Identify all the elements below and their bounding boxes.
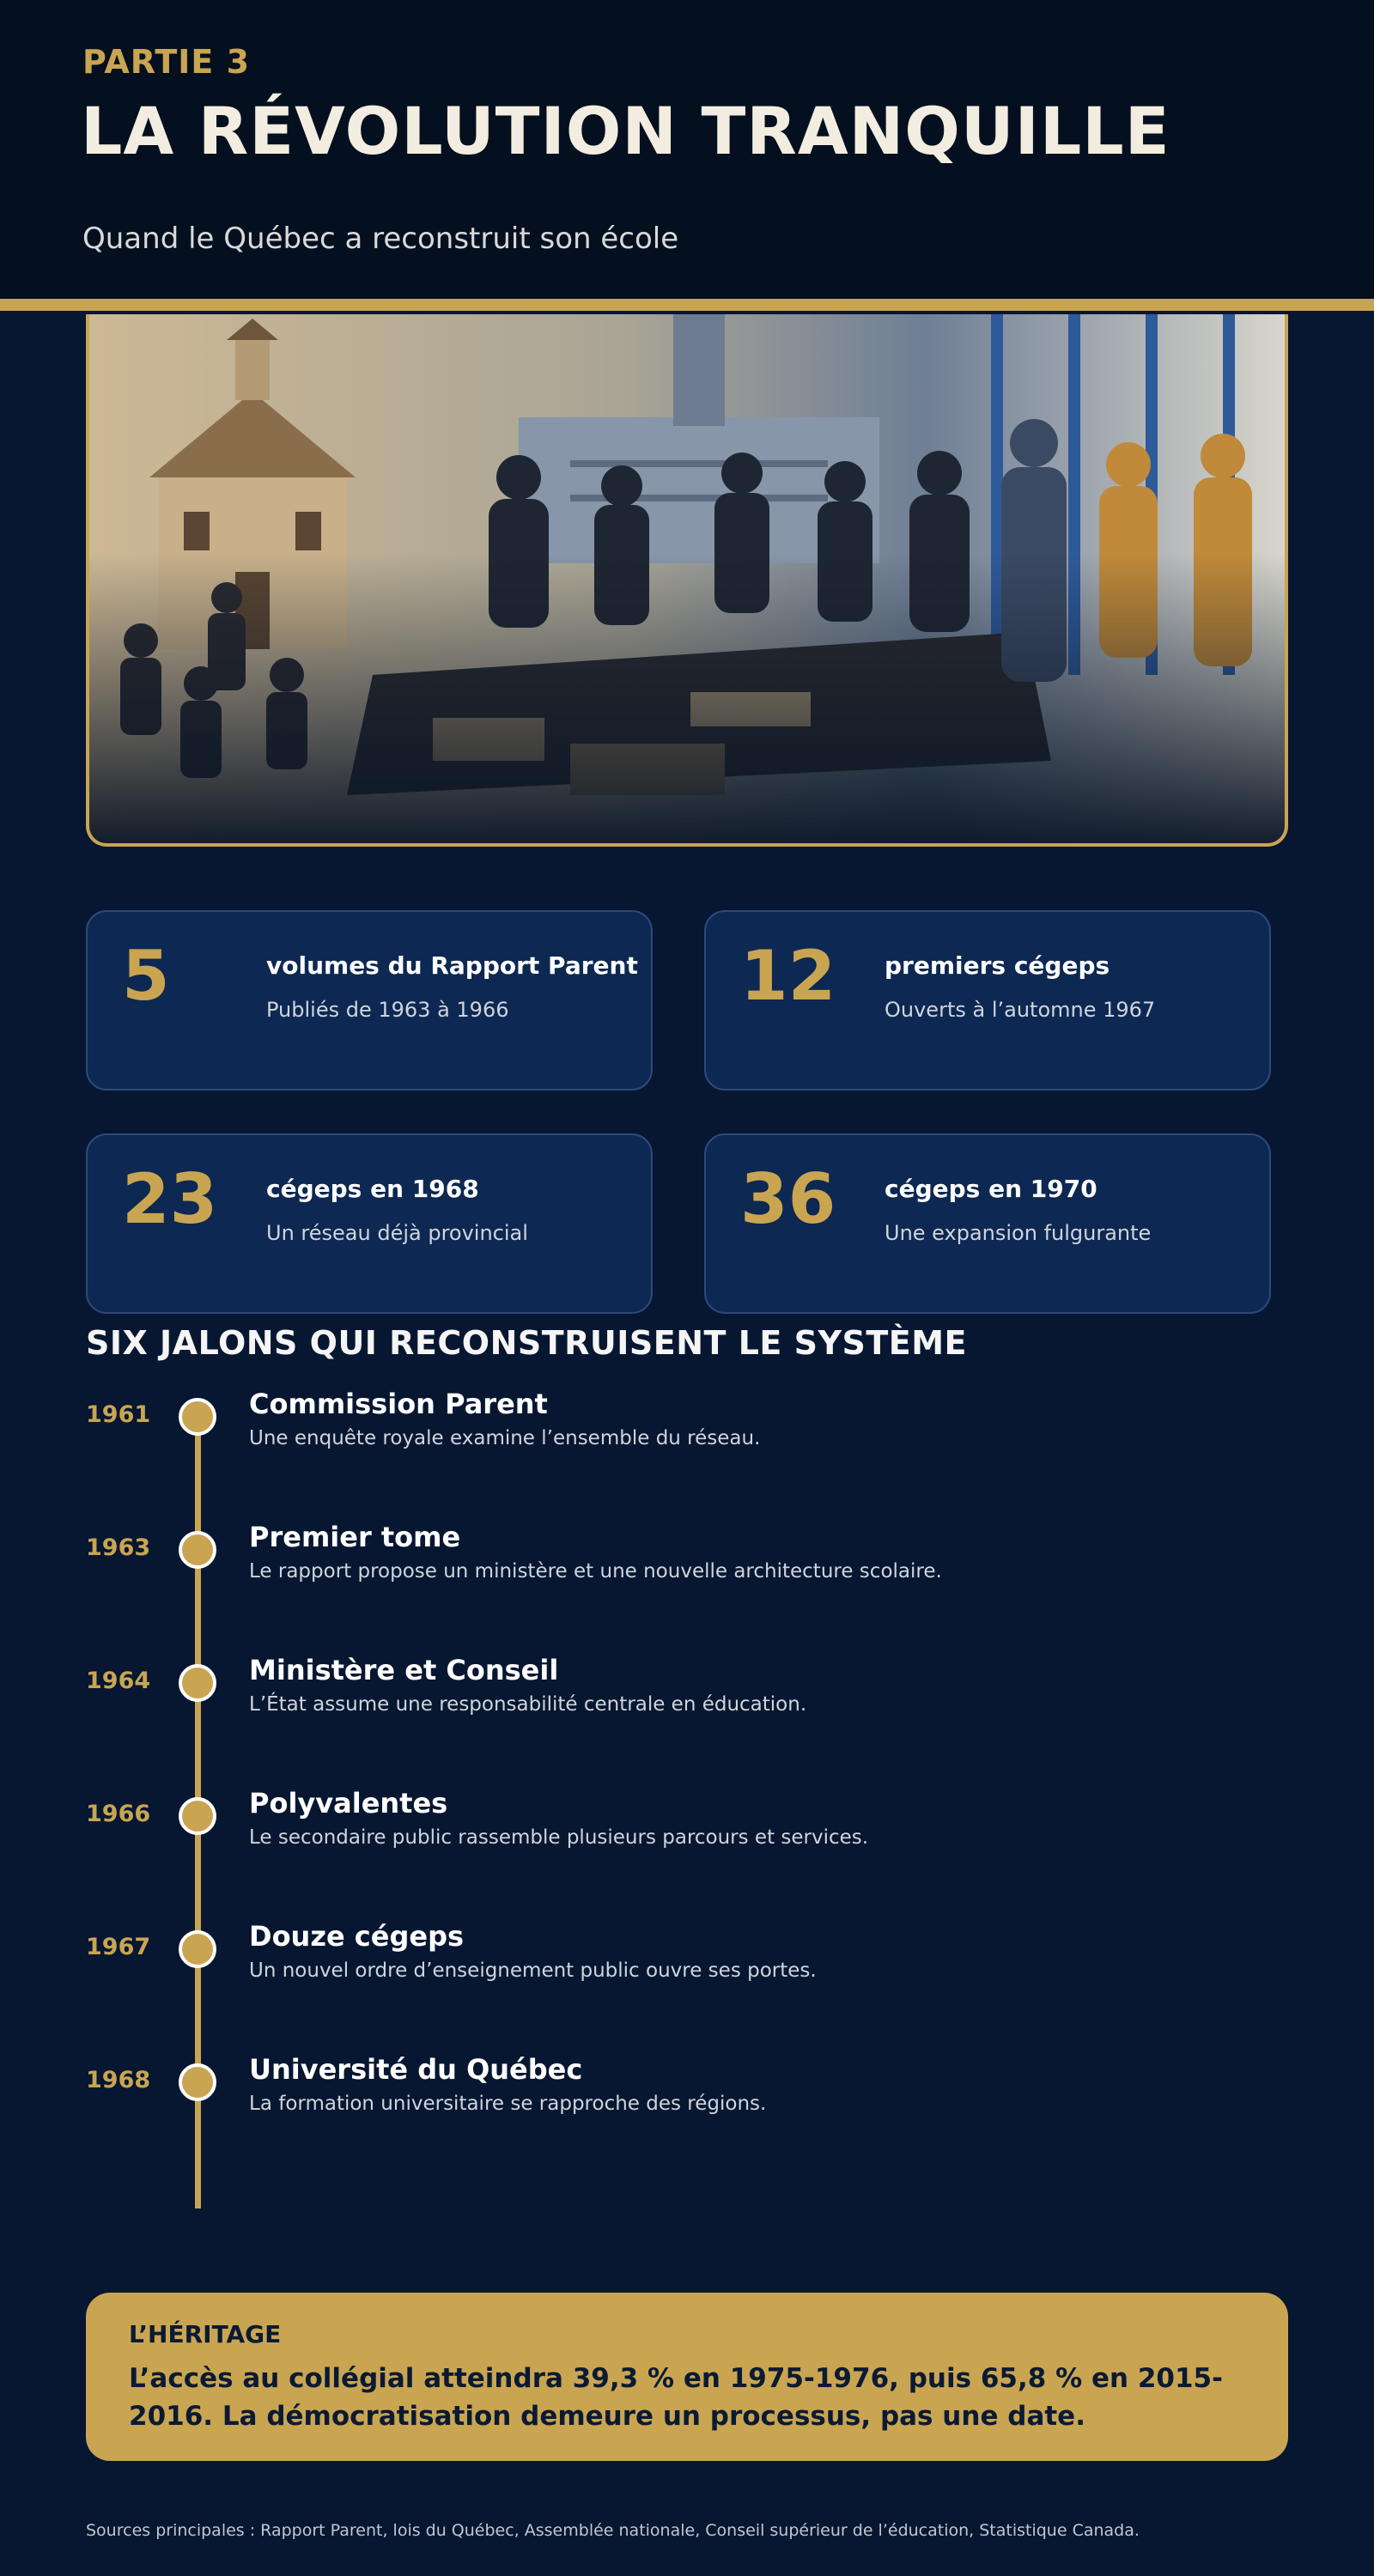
- timeline-year: 1963: [86, 1534, 151, 1561]
- timeline-item-desc: Une enquête royale examine l’ensemble du réseau.: [249, 1427, 761, 1449]
- part-label: PARTIE 3: [82, 43, 251, 81]
- stat-description: Ouverts à l’automne 1967: [885, 998, 1156, 1022]
- timeline-dot: [179, 1664, 216, 1702]
- sources-footnote: Sources principales : Rapport Parent, lois du Québec, Assemblée nationale, Conseil supérieur de l’éducation, Statistique Canada.: [86, 2521, 1140, 2540]
- timeline-item-desc: Un nouvel ordre d’enseignement public ouvre ses portes.: [249, 1959, 817, 1982]
- stat-number: 12: [740, 936, 836, 1016]
- stat-card-volumes: [86, 910, 653, 1091]
- page-subtitle: Quand le Québec a reconstruit son école: [82, 222, 679, 256]
- timeline-item-desc: L’État assume une responsabilité centrale en éducation.: [249, 1693, 807, 1716]
- header-divider: [0, 299, 1374, 311]
- timeline-year: 1964: [86, 1668, 151, 1694]
- stat-label: cégeps en 1968: [266, 1175, 479, 1203]
- timeline-year: 1967: [86, 1934, 151, 1960]
- timeline-item-desc: Le secondaire public rassemble plusieurs parcours et services.: [249, 1826, 869, 1849]
- legacy-text: L’accès au collégial atteindra 39,3 % en 1975-1976, puis 65,8 % en 2015-2016. La démocratisation demeure un processus, pas une date.: [129, 2363, 1223, 2432]
- stat-description: Publiés de 1963 à 1966: [266, 998, 509, 1022]
- timeline-item-title: Université du Québec: [249, 2053, 583, 2086]
- stat-card-cegeps-1970: [704, 1133, 1271, 1314]
- hero-illustration: [86, 314, 1288, 847]
- timeline-item-title: Premier tome: [249, 1521, 461, 1553]
- timeline-year: 1961: [86, 1401, 151, 1428]
- timeline-title: SIX JALONS QUI RECONSTRUISENT LE SYSTÈME: [86, 1324, 968, 1362]
- timeline-item-desc: Le rapport propose un ministère et une nouvelle architecture scolaire.: [249, 1560, 942, 1583]
- stat-label: volumes du Rapport Parent: [266, 951, 638, 980]
- timeline-item-title: Ministère et Conseil: [249, 1654, 559, 1686]
- timeline-item-title: Polyvalentes: [249, 1787, 448, 1820]
- stat-card-cegeps-1968: [86, 1133, 653, 1314]
- legacy-box: [86, 2293, 1288, 2461]
- stat-card-first-cegeps: [704, 910, 1271, 1091]
- stat-label: cégeps en 1970: [885, 1175, 1097, 1203]
- timeline-item-title: Douze cégeps: [249, 1920, 465, 1953]
- timeline-dot: [179, 1797, 216, 1835]
- timeline-dot: [179, 2063, 216, 2101]
- timeline-year: 1966: [86, 1801, 151, 1827]
- timeline-dot: [179, 1531, 216, 1569]
- stat-number: 23: [122, 1159, 218, 1239]
- timeline-dot: [179, 1930, 216, 1968]
- timeline-year: 1968: [86, 2067, 151, 2093]
- timeline-item-title: Commission Parent: [249, 1388, 548, 1420]
- timeline-item-desc: La formation universitaire se rapproche des régions.: [249, 2093, 767, 2115]
- page-title: LA RÉVOLUTION TRANQUILLE: [81, 93, 1170, 169]
- legacy-label: L’HÉRITAGE: [129, 2320, 282, 2348]
- stat-description: Un réseau déjà provincial: [266, 1221, 528, 1245]
- stat-number: 5: [122, 936, 170, 1016]
- timeline-dot: [179, 1398, 216, 1436]
- stat-description: Une expansion fulgurante: [885, 1221, 1152, 1245]
- stat-number: 36: [740, 1159, 836, 1239]
- stat-label: premiers cégeps: [885, 951, 1110, 980]
